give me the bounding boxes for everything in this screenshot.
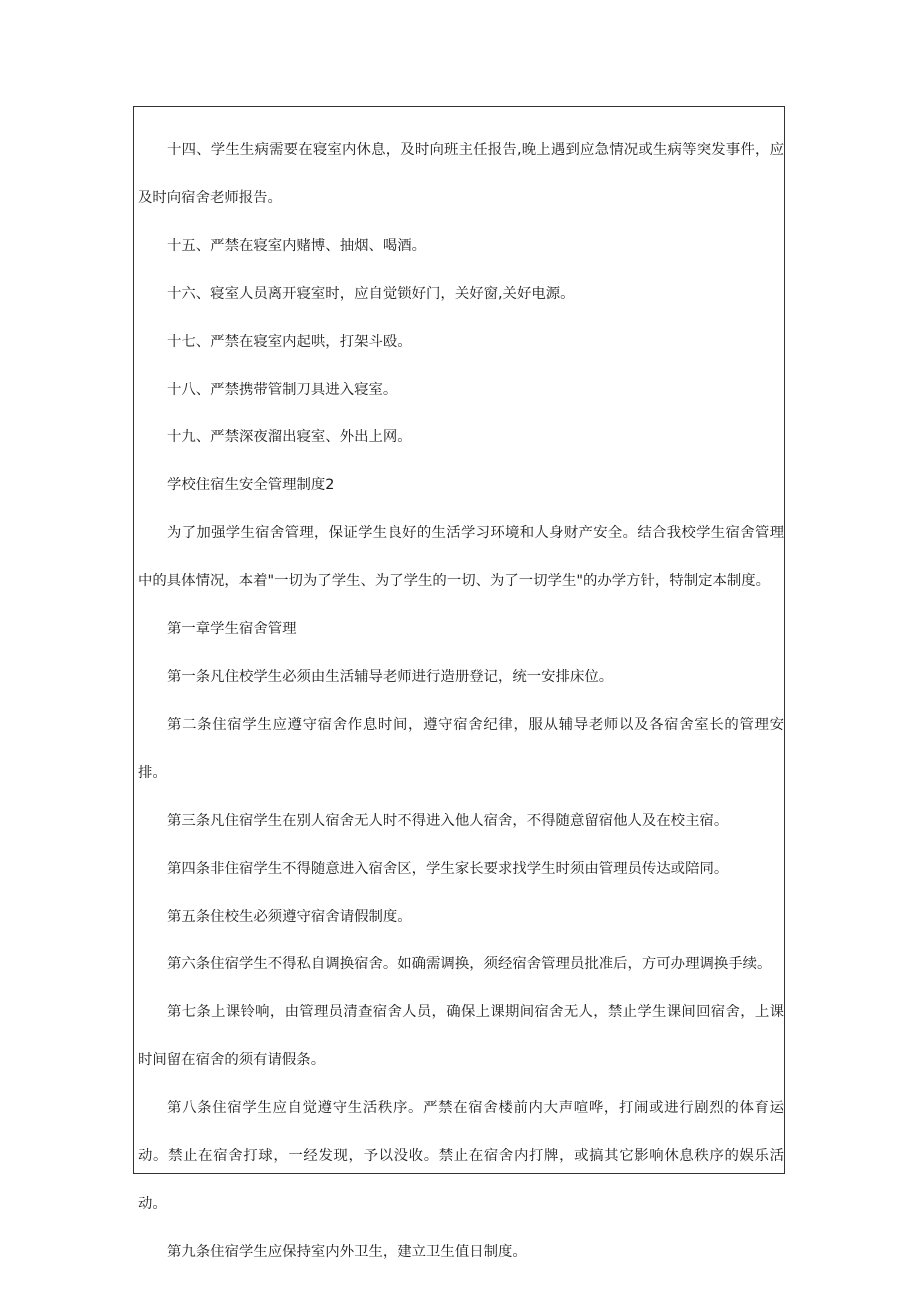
paragraph-rule-15: 十五、严禁在寝室内赌博、抽烟、喝酒。: [167, 237, 427, 254]
paragraph-article-9: 第九条住宿学生应保持室内外卫生，建立卫生值日制度。: [167, 1243, 527, 1260]
paragraph-rule-19: 十九、严禁深夜溜出寝室、外出上网。: [167, 429, 412, 446]
paragraph-rule-17: 十七、严禁在寝室内起哄，打架斗殴。: [167, 333, 412, 350]
document-page: [133, 106, 785, 1260]
paragraph-article-4: 第四条非住宿学生不得随意进入宿舍区，学生家长要求找学生时须由管理员传达或陪同。: [167, 860, 729, 877]
paragraph-rule-14: 十四、学生生病需要在寝室内休息，及时向班主任报告,晚上遇到应急情况或生病等突发事件，应及时向宿舍老师报告。: [138, 142, 784, 206]
document-body: [138, 127, 784, 1277]
paragraph-article-1: 第一条凡住校学生必须由生活辅导老师进行造册登记，统一安排床位。: [167, 668, 614, 685]
paragraph-article-5: 第五条住校生必须遵守宿舍请假制度。: [167, 908, 412, 925]
paragraph-article-7: 第七条上课铃响，由管理员清查宿舍人员，确保上课期间宿舍无人，禁止学生课间回宿舍，上课时间留在宿舍的须有请假条。: [138, 1004, 784, 1069]
section-title: 学校住宿生安全管理制度2: [167, 477, 335, 494]
paragraph-rule-16: 十六、寝室人员离开寝室时，应自觉锁好门，关好窗,关好电源。: [167, 285, 575, 302]
paragraph-intro: 为了加强学生宿舍管理，保证学生良好的生活学习环境和人身财产安全。结合我校学生宿舍管理中的具体情况，本着"一切为了学生、为了学生的一切、为了一切学生"的办学方针，特制定本制度。: [138, 525, 784, 590]
paragraph-article-3: 第三条凡住宿学生在别人宿舍无人时不得进入他人宿舍，不得随意留宿他人及在校主宿。: [167, 812, 729, 829]
chapter-title: 第一章学生宿舍管理: [167, 621, 297, 638]
paragraph-article-6: 第六条住宿学生不得私自调换宿舍。如确需调换，须经宿舍管理员批准后，方可办理调换手续。: [167, 956, 772, 973]
paragraph-article-2: 第二条住宿学生应遵守宿舍作息时间，遵守宿舍纪律，服从辅导老师以及各宿舍室长的管理安排。: [138, 716, 784, 781]
paragraph-article-8: 第八条住宿学生应自觉遵守生活秩序。严禁在宿舍楼前内大声喧哗，打闹或进行剧烈的体育运动。禁止在宿舍打球，一经发现，予以没收。禁止在宿舍内打牌，或搞其它影响休息秩序的娱乐活动。: [138, 1100, 784, 1212]
paragraph-rule-18: 十八、严禁携带管制刀具进入寝室。: [167, 381, 398, 398]
